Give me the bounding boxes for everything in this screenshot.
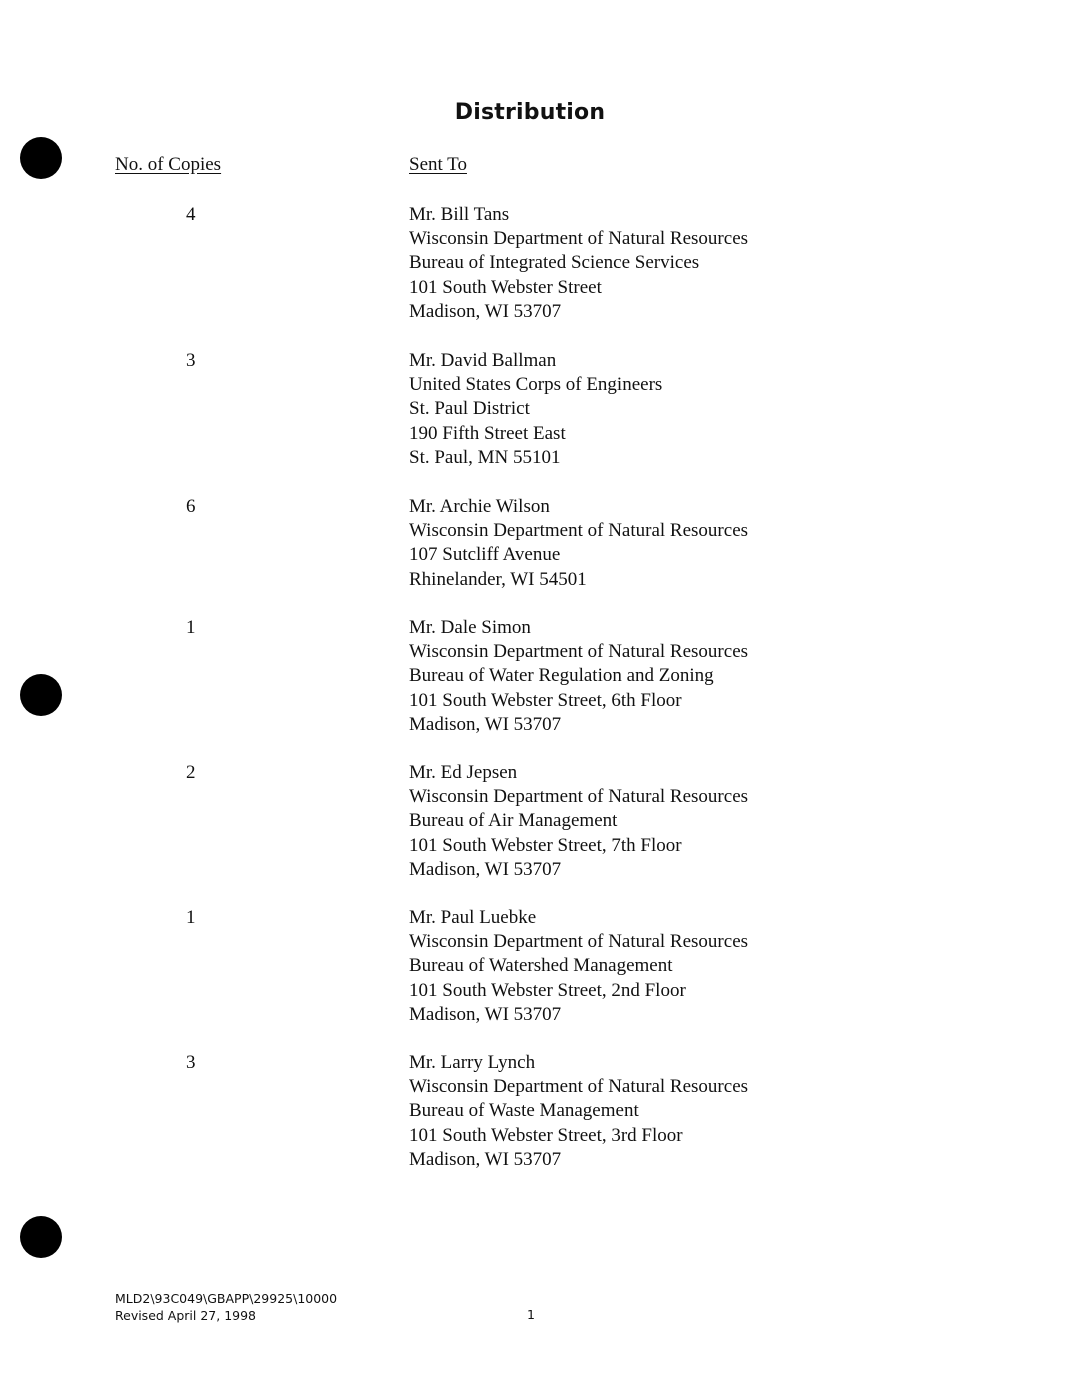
address-line: 101 South Webster Street, 2nd Floor [409, 979, 686, 1001]
address-line: Madison, WI 53707 [409, 300, 562, 322]
address-line: United States Corps of Engineers [409, 374, 663, 396]
recipient-name: Mr. Bill Tans [409, 204, 510, 225]
address-line: Wisconsin Department of Natural Resources [409, 786, 749, 808]
address-line: Madison, WI 53707 [409, 1003, 562, 1025]
recipient-address [409, 906, 748, 1027]
recipient-address [409, 203, 748, 324]
recipient-address [409, 761, 748, 882]
address-line: Madison, WI 53707 [409, 713, 562, 735]
footer-info [115, 1290, 337, 1324]
recipient-name: Mr. Dale Simon [409, 617, 531, 638]
column-header-copies: No. of Copies [115, 154, 222, 175]
recipient-name: Mr. Archie Wilson [409, 496, 550, 517]
address-line: Bureau of Integrated Science Services [409, 252, 700, 274]
address-line: Wisconsin Department of Natural Resources [409, 641, 749, 663]
recipient-address [409, 1051, 748, 1172]
address-line: St. Paul District [409, 398, 530, 420]
address-line: Madison, WI 53707 [409, 858, 562, 880]
revision-date: Revised April 27, 1998 [115, 1308, 257, 1323]
copies-count: 3 [186, 350, 196, 371]
recipient-name: Mr. Larry Lynch [409, 1052, 536, 1073]
copies-count: 6 [186, 496, 196, 517]
address-line: Bureau of Waste Management [409, 1100, 639, 1122]
recipient-address [409, 349, 662, 470]
punch-hole-top [20, 137, 62, 179]
punch-hole-middle [20, 674, 62, 716]
recipient-name: Mr. David Ballman [409, 350, 557, 371]
address-line: Rhinelander, WI 54501 [409, 568, 587, 590]
address-line: 101 South Webster Street, 7th Floor [409, 834, 682, 856]
copies-count: 1 [186, 617, 196, 638]
recipient-address [409, 616, 748, 737]
address-line: 101 South Webster Street, 6th Floor [409, 689, 682, 711]
recipient-name: Mr. Paul Luebke [409, 907, 537, 928]
copies-count: 2 [186, 762, 196, 783]
address-line: 190 Fifth Street East [409, 422, 566, 444]
address-line: St. Paul, MN 55101 [409, 446, 561, 468]
page-title: Distribution [454, 100, 606, 125]
address-line: Wisconsin Department of Natural Resources [409, 520, 749, 542]
address-line: Bureau of Watershed Management [409, 955, 673, 977]
page-number: 1 [527, 1307, 535, 1322]
copies-count: 3 [186, 1052, 196, 1073]
address-line: Wisconsin Department of Natural Resources [409, 931, 749, 953]
copies-count: 1 [186, 907, 196, 928]
recipient-name: Mr. Ed Jepsen [409, 762, 518, 783]
address-line: Wisconsin Department of Natural Resources [409, 1076, 749, 1098]
address-line: Wisconsin Department of Natural Resources [409, 228, 749, 250]
address-line: Bureau of Air Management [409, 810, 618, 832]
address-line: Bureau of Water Regulation and Zoning [409, 665, 714, 687]
punch-hole-bottom [20, 1216, 62, 1258]
address-line: 107 Sutcliff Avenue [409, 544, 561, 566]
address-line: 101 South Webster Street, 3rd Floor [409, 1124, 683, 1146]
document-code: MLD2\93C049\GBAPP\29925\10000 [115, 1291, 338, 1306]
column-header-sent-to: Sent To [409, 154, 467, 175]
address-line: Madison, WI 53707 [409, 1148, 562, 1170]
copies-count: 4 [186, 204, 196, 225]
address-line: 101 South Webster Street [409, 276, 602, 298]
recipient-address [409, 495, 748, 592]
